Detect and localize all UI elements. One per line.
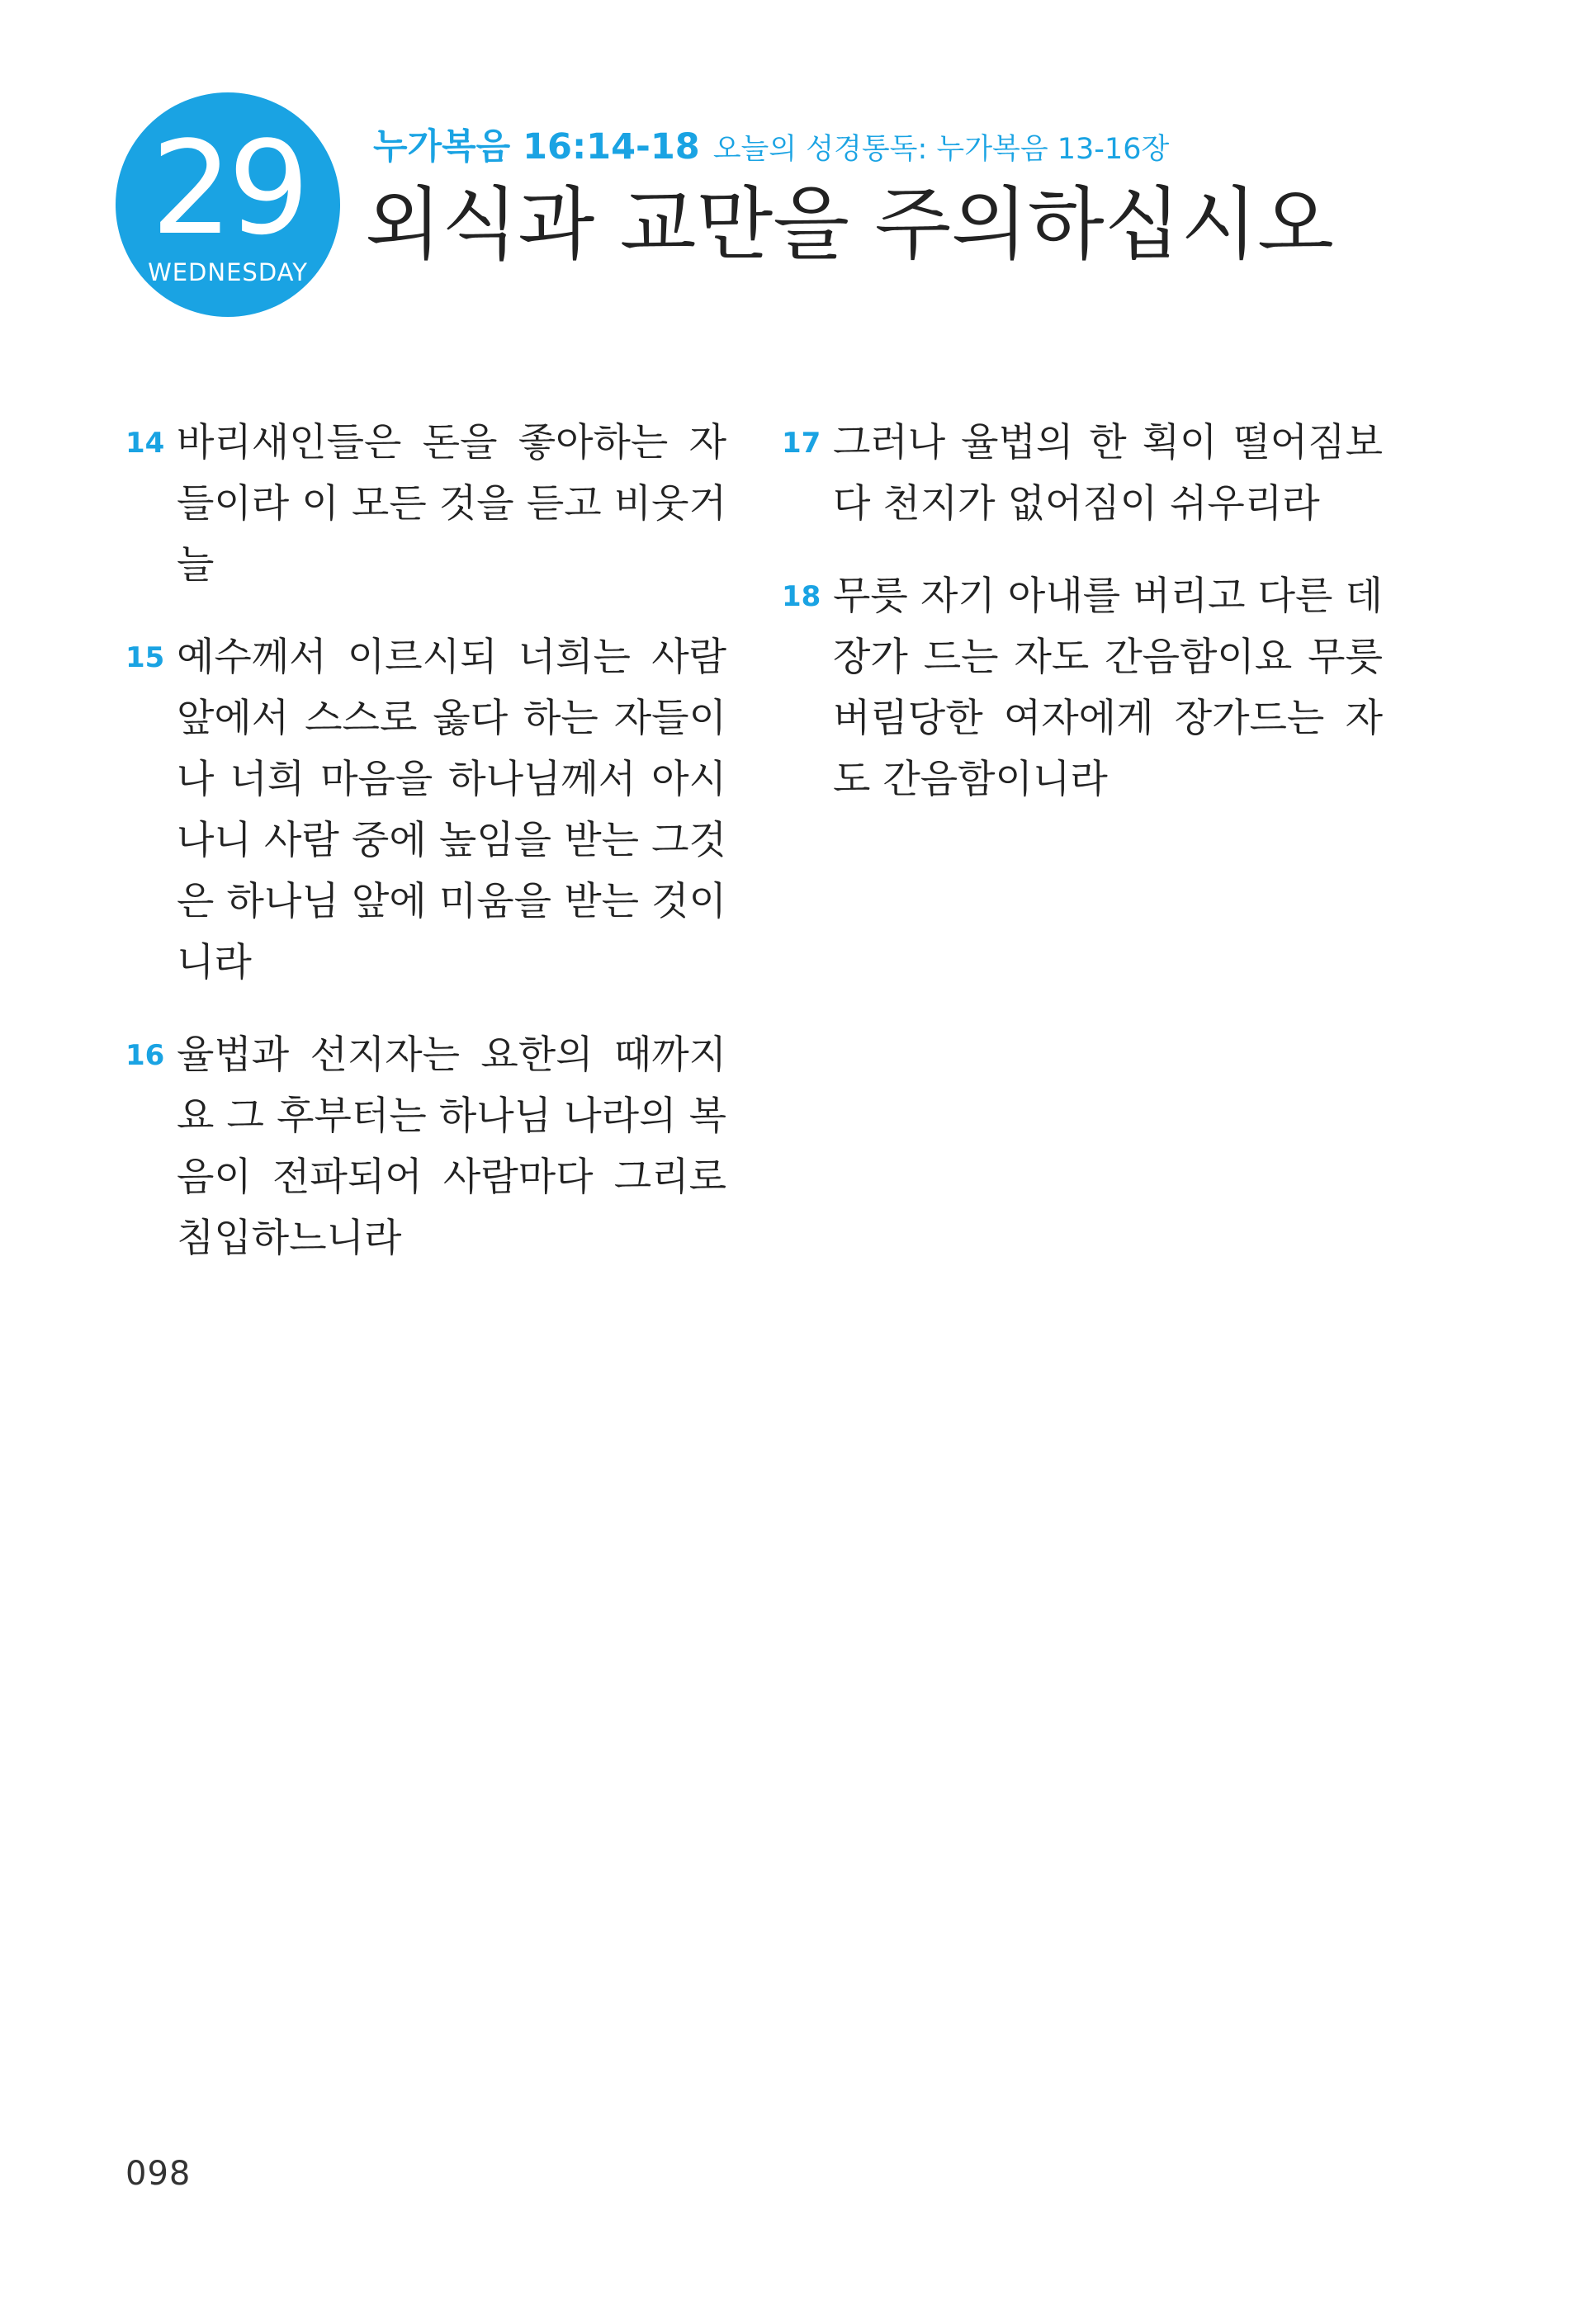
verse-text: 예수께서 이르시되 너희는 사람 앞에서 스스로 옳다 하는 자들이나 너희 마음을 하나님께서 아시나니 사람 중에 높임을 받는 그것은 하나님 앞에 미움을 받는 것이니라: [177, 635, 726, 985]
verse-text: 그러나 율법의 한 획이 떨어짐보다 천지가 없어짐이 쉬우리라: [833, 420, 1383, 527]
verse-17: [780, 413, 1383, 535]
verse-number: 14: [125, 427, 165, 460]
verse-18: [780, 566, 1383, 810]
page-number: 098: [125, 2155, 192, 2193]
scripture-column-left: [124, 413, 726, 1301]
verse-number: 16: [125, 1039, 165, 1072]
verse-16: [124, 1025, 726, 1269]
scripture-reference-line: [373, 124, 1169, 177]
scripture-reference: 누가복음 16:14-18: [373, 126, 700, 168]
page-title: 외식과 교만을 주의하십시오: [365, 178, 1334, 271]
date-badge: [116, 92, 340, 317]
verse-14: [124, 413, 726, 596]
verse-text: 바리새인들은 돈을 좋아하는 자들이라 이 모든 것을 듣고 비웃거늘: [177, 420, 726, 588]
verse-number: 18: [782, 580, 821, 613]
verse-text: 무릇 자기 아내를 버리고 다른 데 장가 드는 자도 간음함이요 무릇 버림당한 여자에게 장가드는 자도 간음함이니라: [833, 574, 1383, 802]
verse-number: 17: [782, 427, 821, 460]
reading-plan: 오늘의 성경통독: 누가복음 13-16장: [712, 133, 1170, 166]
date-weekday: WEDNESDAY: [148, 258, 308, 286]
verse-number: 15: [125, 641, 165, 674]
verse-15: [124, 627, 726, 994]
scripture-column-right: [780, 413, 1383, 842]
verse-text: 율법과 선지자는 요한의 때까지요 그 후부터는 하나님 나라의 복음이 전파되어 사람마다 그리로 침입하느니라: [177, 1032, 726, 1261]
date-day: 29: [150, 113, 305, 263]
